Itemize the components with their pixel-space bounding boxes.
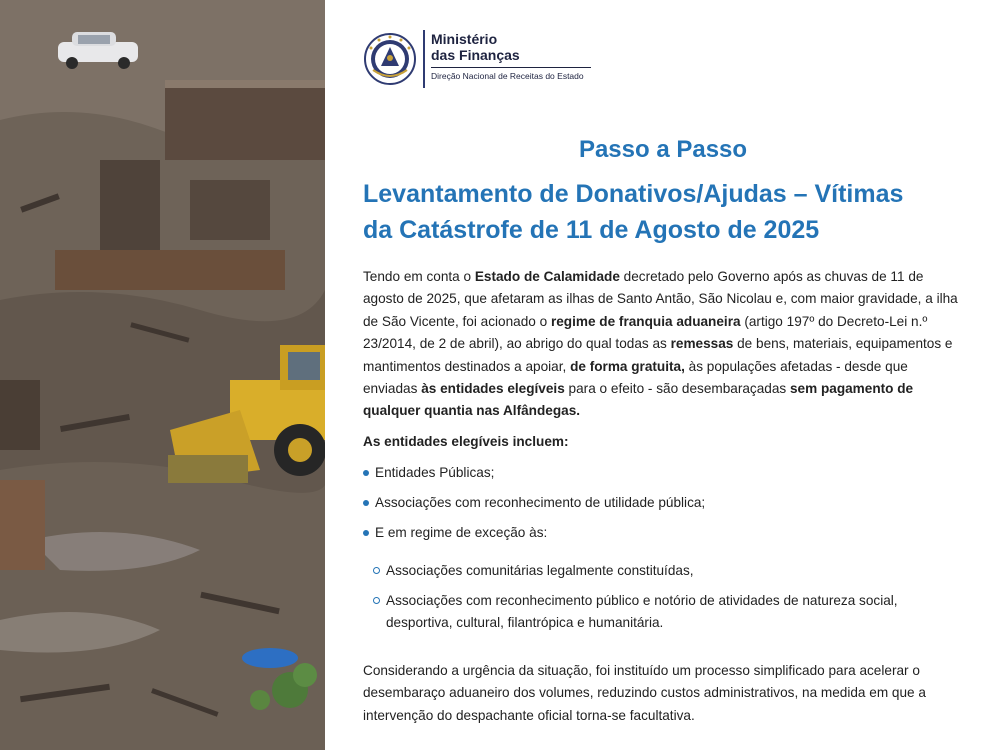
- list-item: [363, 522, 963, 544]
- intro-text-1: Tendo em conta o: [363, 269, 475, 284]
- intro-text-5: às populações afetadas - desde que enviadas: [363, 358, 908, 397]
- intro-bold-2: regime de franquia aduaneira: [550, 313, 741, 329]
- intro-text-2: decretado pelo Governo após as chuvas de 11 de agosto de 2025, que afetaram as ilhas de Santo Antão, São Nicolau e, com maior gravidade, a ilha de São Vicente, foi acionado o: [363, 269, 958, 329]
- page-title-line2: da Catástrofe de 11 de Agosto de 2025: [363, 216, 820, 244]
- mudslide-scene-image: [0, 0, 325, 750]
- exception-list: [373, 560, 963, 642]
- sub-bullet-icon: [373, 597, 380, 604]
- disaster-photo: [0, 0, 325, 750]
- intro-bold-5: às entidades elegíveis: [421, 381, 565, 397]
- intro-bold-4: de forma gratuita,: [570, 358, 685, 374]
- list-item-text: Associações comunitárias legalmente constituídas,: [386, 563, 694, 578]
- list-item-text: Associações com reconhecimento público e notório de atividades de natureza social, desportiva, cultural, filantrópica e humanitária.: [386, 593, 898, 630]
- intro-bold-6: sem pagamento de qualquer quantia nas Alfândegas.: [363, 381, 914, 419]
- page-kicker: Passo a Passo: [578, 136, 748, 163]
- list-item: [373, 560, 963, 582]
- list-item: [363, 462, 963, 484]
- list-item: [373, 590, 963, 634]
- sub-bullet-icon: [373, 567, 380, 574]
- ministry-name-line2: das Finanças: [431, 47, 520, 63]
- list-item-text: Entidades Públicas;: [375, 465, 495, 480]
- intro-paragraph: [363, 266, 963, 423]
- page-title-line1: Levantamento de Donativos/Ajudas – Vítimas: [363, 180, 904, 208]
- bullet-icon: [363, 500, 369, 506]
- logo-rule: [431, 67, 591, 68]
- list-item: [363, 492, 963, 514]
- intro-text-6: para o efeito - são desembaraçadas: [564, 381, 790, 397]
- list-item-text: Associações com reconhecimento de utilidade pública;: [375, 495, 706, 510]
- bullet-icon: [363, 470, 369, 476]
- ministry-department: Direção Nacional de Receitas do Estado: [431, 71, 584, 81]
- bullet-icon: [363, 530, 369, 536]
- intro-bold-3: remessas: [670, 336, 734, 352]
- eligible-heading: As entidades elegíveis incluem:: [363, 434, 569, 449]
- ministry-name-line1: Ministério: [431, 31, 498, 47]
- intro-text-4: de bens, materiais, equipamentos e mantimentos destinados a apoiar,: [363, 336, 953, 374]
- list-item-text: E em regime de exceção às:: [375, 525, 548, 540]
- page-title: [363, 176, 963, 248]
- ministry-logo: [363, 28, 603, 90]
- ministry-name: [431, 31, 520, 63]
- eligible-list: [363, 462, 963, 552]
- intro-bold-1: Estado de Calamidade: [474, 269, 620, 284]
- intro-text-3: (artigo 197º do Decreto-Lei n.º 23/2014, de 2 de abril), ao abrigo do qual todas as: [363, 313, 928, 352]
- main-content: [363, 0, 963, 750]
- national-seal-icon: [363, 32, 417, 86]
- logo-divider: [423, 30, 425, 88]
- closing-paragraph: Considerando a urgência da situação, foi instituído um processo simplificado para acelerar o desembaraço aduaneiro dos volumes, reduzindo custos administrativos, na medida em que a intervenção do despachante oficial torna-se facultativa.: [363, 663, 926, 723]
